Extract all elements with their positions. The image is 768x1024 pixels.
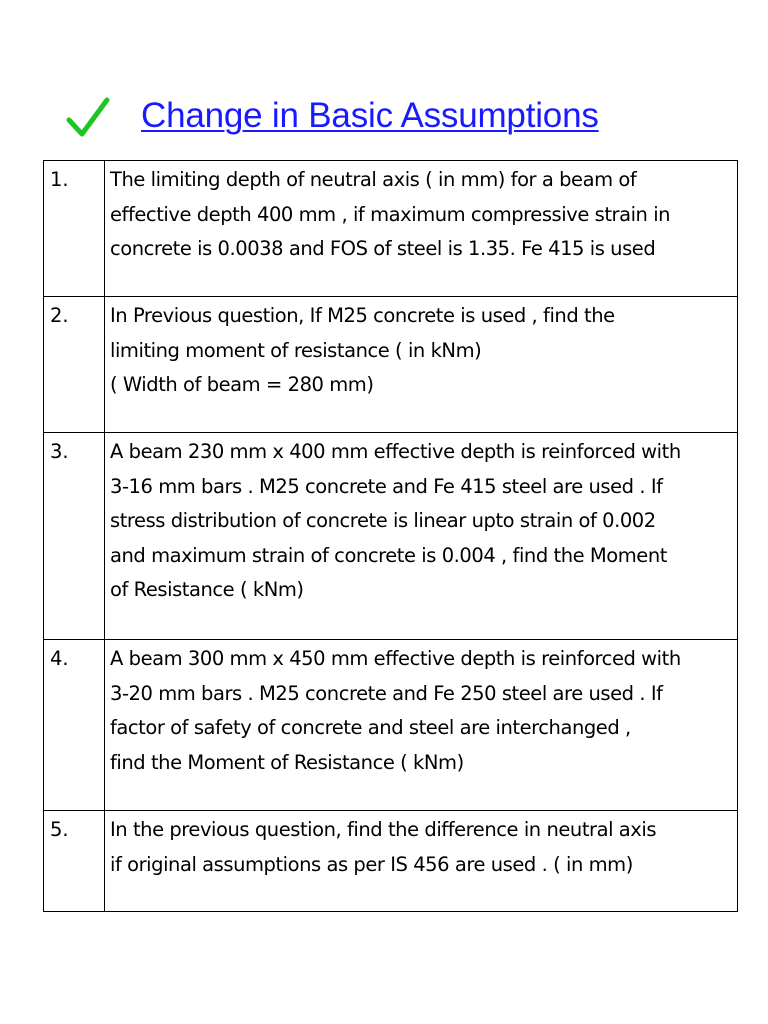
title-row <box>0 88 768 148</box>
question-line: concrete is 0.0038 and FOS of steel is 1.35. Fe 415 is used <box>110 237 656 260</box>
question-line: 3-16 mm bars . M25 concrete and Fe 415 steel are used . If <box>110 474 663 498</box>
question-number: 4. <box>44 640 105 811</box>
question-number: 2. <box>44 297 105 433</box>
question-text <box>105 640 738 811</box>
question-line: limiting moment of resistance ( in kNm) <box>110 338 482 362</box>
question-line: The limiting depth of neutral axis ( in mm) for a beam of <box>110 168 637 191</box>
question-text <box>105 811 738 912</box>
question-line: of Resistance ( kNm) <box>110 578 304 601</box>
questions-table <box>43 160 738 912</box>
question-text <box>105 161 738 297</box>
question-number: 3. <box>44 433 105 640</box>
page-title: Change in Basic Assumptions <box>141 96 599 135</box>
question-row <box>44 811 738 912</box>
question-line: if original assumptions as per IS 456 are used . ( in mm) <box>110 852 633 876</box>
question-line: factor of safety of concrete and steel are interchanged , <box>110 716 631 739</box>
question-line: and maximum strain of concrete is 0.004 , find the Moment <box>110 543 667 567</box>
question-row <box>44 161 738 297</box>
question-row <box>44 640 738 811</box>
question-line: stress distribution of concrete is linear upto strain of 0.002 <box>110 509 656 532</box>
question-text <box>105 297 738 433</box>
question-line: A beam 230 mm x 400 mm effective depth is reinforced with <box>110 440 681 463</box>
question-row <box>44 297 738 433</box>
question-line: In Previous question, If M25 concrete is used , find the <box>110 304 615 327</box>
question-line: effective depth 400 mm , if maximum compressive strain in <box>110 202 671 226</box>
question-row <box>44 433 738 640</box>
question-line: A beam 300 mm x 450 mm effective depth is reinforced with <box>110 647 681 670</box>
question-text <box>105 433 738 640</box>
check-icon <box>66 96 110 140</box>
question-line: ( Width of beam = 280 mm) <box>110 373 374 396</box>
question-line: find the Moment of Resistance ( kNm) <box>110 750 464 774</box>
question-line: In the previous question, find the difference in neutral axis <box>110 818 657 841</box>
question-number: 1. <box>44 161 105 297</box>
question-number: 5. <box>44 811 105 912</box>
question-line: 3-20 mm bars . M25 concrete and Fe 250 steel are used . If <box>110 681 663 705</box>
